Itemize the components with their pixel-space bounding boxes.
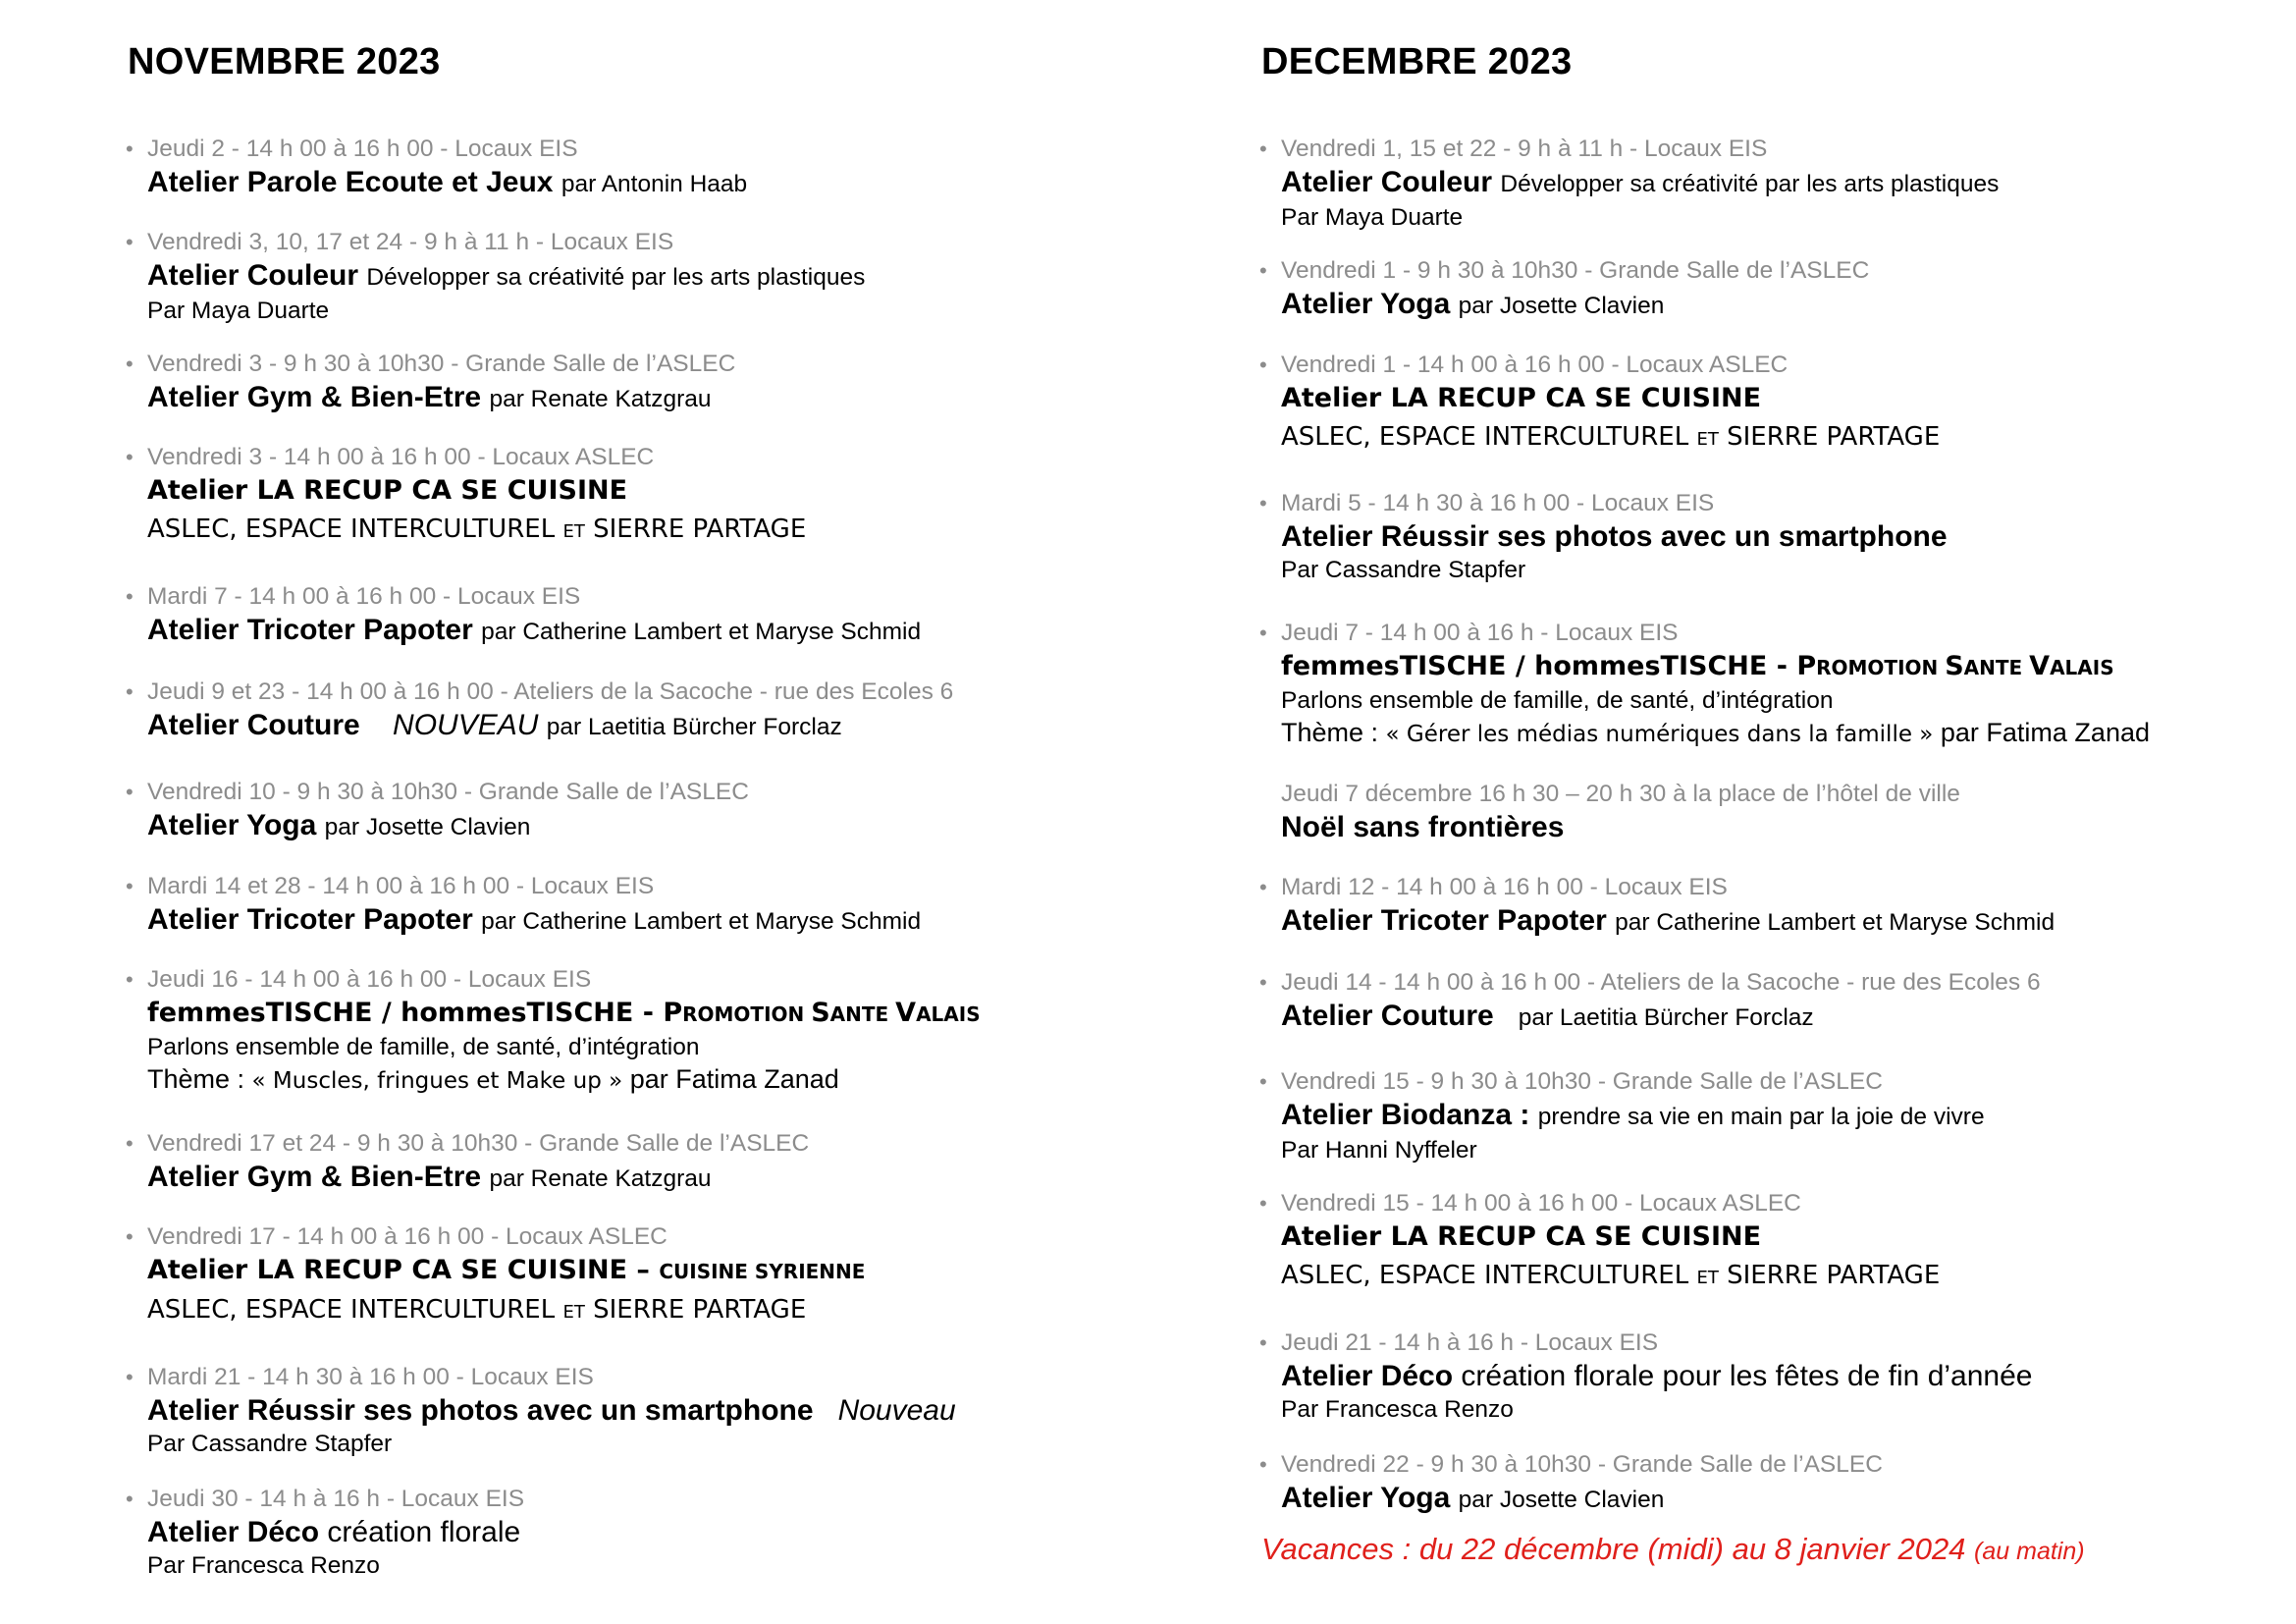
event-meta: Jeudi 21 - 14 h à 16 h - Locaux EIS — [1281, 1329, 1659, 1356]
event-meta: Vendredi 10 - 9 h 30 à 10h30 - Grande Salle de l’ASLEC — [147, 779, 749, 805]
event-entry — [126, 965, 1119, 1098]
bullet-icon: • — [1259, 136, 1267, 161]
event-presenter: par Laetitia Bürcher Forclaz — [1518, 1004, 1814, 1031]
event-meta: Mardi 21 - 14 h 30 à 16 h 00 - Locaux EIS — [147, 1364, 594, 1390]
event-entry — [1259, 968, 2253, 1037]
event-title: Atelier LA RECUP CA SE CUISINE — [1281, 383, 1762, 413]
event-entry — [1259, 1450, 2253, 1519]
event-entry — [1259, 619, 2253, 751]
event-entry — [126, 135, 1119, 203]
event-meta: Mardi 5 - 14 h 30 à 16 h 00 - Locaux EIS — [1281, 490, 1715, 516]
event-meta: Vendredi 3 - 9 h 30 à 10h30 - Grande Salle de l’ASLEC — [147, 351, 736, 377]
event-presenter: Par Hanni Nyffeler — [1281, 1137, 1477, 1164]
month-title: DECEMBRE 2023 — [1261, 41, 1573, 82]
event-title: Atelier LA RECUP CA SE CUISINE — [147, 475, 628, 506]
event-description: création florale — [327, 1516, 521, 1548]
event-meta: Vendredi 17 - 14 h 00 à 16 h 00 - Locaux ASLEC — [147, 1223, 667, 1250]
event-title: Atelier Parole Ecoute et Jeux — [147, 166, 554, 198]
event-meta: Vendredi 1, 15 et 22 - 9 h à 11 h - Locaux EIS — [1281, 135, 1768, 162]
event-presenter: par Laetitia Bürcher Forclaz — [546, 714, 842, 740]
event-meta: Jeudi 7 - 14 h 00 à 16 h - Locaux EIS — [1281, 620, 1679, 646]
event-presenter: par Catherine Lambert et Maryse Schmid — [481, 908, 922, 935]
event-title: Atelier Couleur — [147, 259, 359, 292]
event-title: Atelier Réussir ses photos avec un smartphone — [1281, 520, 1948, 553]
event-entry — [1281, 780, 2253, 846]
event-entry — [1259, 1067, 2253, 1165]
bullet-icon: • — [1259, 352, 1267, 377]
event-entry — [1259, 351, 2253, 460]
holiday-notice: Vacances : du 22 décembre (midi) au 8 janvier 2024 (au matin) — [1261, 1532, 2085, 1566]
event-title: Atelier Déco — [1281, 1360, 1454, 1392]
event-meta: Jeudi 2 - 14 h 00 à 16 h 00 - Locaux EIS — [147, 135, 578, 162]
event-entry — [1259, 873, 2253, 942]
event-presenter: par Josette Clavien — [1458, 293, 1665, 319]
bullet-icon: • — [1259, 491, 1267, 515]
event-title: Atelier Tricoter Papoter — [1281, 904, 1607, 937]
event-meta: Jeudi 9 et 23 - 14 h 00 à 16 h 00 - Ateliers de la Sacoche - rue des Ecoles 6 — [147, 678, 954, 705]
event-theme: Thème : « Gérer les médias numériques dans la famille » par Fatima Zanad — [1281, 718, 2150, 747]
event-organizers: ASLEC, ESPACE INTERCULTUREL ET SIERRE PARTAGE — [1281, 422, 1941, 452]
event-meta: Jeudi 7 décembre 16 h 30 – 20 h 30 à la place de l’hôtel de ville — [1281, 781, 1960, 807]
new-badge: NOUVEAU — [393, 709, 539, 741]
event-title: Atelier Biodanza : — [1281, 1099, 1530, 1131]
event-presenter: Par Cassandre Stapfer — [147, 1431, 393, 1457]
event-meta: Vendredi 1 - 14 h 00 à 16 h 00 - Locaux ASLEC — [1281, 352, 1789, 378]
bullet-icon: • — [126, 584, 133, 609]
bullet-icon: • — [126, 1224, 133, 1249]
event-meta: Vendredi 15 - 9 h 30 à 10h30 - Grande Salle de l’ASLEC — [1281, 1068, 1883, 1095]
event-title: Atelier Réussir ses photos avec un smartphone — [147, 1394, 814, 1427]
event-meta: Vendredi 1 - 9 h 30 à 10h30 - Grande Salle de l’ASLEC — [1281, 257, 1870, 284]
event-presenter: par Renate Katzgrau — [489, 386, 712, 412]
event-title: Atelier Couture — [147, 709, 360, 741]
event-title: Atelier Yoga — [1281, 1482, 1451, 1514]
event-title: Atelier Couture — [1281, 1000, 1494, 1032]
event-entry — [126, 1129, 1119, 1198]
event-entry — [126, 350, 1119, 418]
month-title: NOVEMBRE 2023 — [128, 41, 441, 82]
event-presenter: par Antonin Haab — [561, 171, 748, 197]
event-presenter: Par Cassandre Stapfer — [1281, 557, 1526, 583]
bullet-icon: • — [126, 230, 133, 254]
bullet-icon: • — [1259, 1191, 1267, 1216]
event-entry — [1259, 1189, 2253, 1298]
event-presenter: par Renate Katzgrau — [489, 1165, 712, 1192]
event-organizers: ASLEC, ESPACE INTERCULTUREL ET SIERRE PARTAGE — [147, 514, 807, 544]
bullet-icon: • — [1259, 970, 1267, 995]
event-title: Atelier Gym & Bien-Etre — [147, 381, 482, 413]
event-presenter: par Catherine Lambert et Maryse Schmid — [481, 619, 922, 645]
event-meta: Mardi 7 - 14 h 00 à 16 h 00 - Locaux EIS — [147, 583, 581, 610]
event-meta: Vendredi 15 - 14 h 00 à 16 h 00 - Locaux ASLEC — [1281, 1190, 1801, 1217]
event-title: Atelier Yoga — [1281, 288, 1451, 320]
event-presenter: par Josette Clavien — [1458, 1487, 1665, 1513]
bullet-icon: • — [126, 780, 133, 804]
event-presenter: par Catherine Lambert et Maryse Schmid — [1615, 909, 2056, 936]
event-meta: Mardi 14 et 28 - 14 h 00 à 16 h 00 - Locaux EIS — [147, 873, 655, 899]
event-meta: Vendredi 22 - 9 h 30 à 10h30 - Grande Salle de l’ASLEC — [1281, 1451, 1883, 1478]
event-entry — [1259, 489, 2253, 585]
event-meta: Vendredi 3, 10, 17 et 24 - 9 h à 11 h - Locaux EIS — [147, 229, 674, 255]
event-title: Atelier Couleur — [1281, 166, 1493, 198]
event-title: femmesTISCHE / hommesTISCHE - PROMOTION SANTE VALAIS — [1281, 651, 2114, 681]
event-meta: Vendredi 3 - 14 h 00 à 16 h 00 - Locaux ASLEC — [147, 444, 655, 470]
bullet-icon: • — [126, 1131, 133, 1156]
event-description: prendre sa vie en main par la joie de vivre — [1537, 1104, 1985, 1130]
event-entry — [126, 1485, 1119, 1581]
event-meta: Jeudi 14 - 14 h 00 à 16 h 00 - Ateliers de la Sacoche - rue des Ecoles 6 — [1281, 969, 2041, 996]
bullet-icon: • — [1259, 1452, 1267, 1477]
event-presenter: Par Francesca Renzo — [147, 1552, 380, 1579]
event-description: Parlons ensemble de famille, de santé, d’intégration — [1281, 687, 1834, 714]
event-entry — [1259, 1328, 2253, 1425]
bullet-icon: • — [126, 679, 133, 704]
bullet-icon: • — [126, 1487, 133, 1511]
event-presenter: par Josette Clavien — [324, 814, 531, 840]
event-title: Atelier Déco — [147, 1516, 320, 1548]
event-entry — [126, 582, 1119, 651]
event-presenter: Par Francesca Renzo — [1281, 1396, 1514, 1423]
bullet-icon: • — [1259, 875, 1267, 899]
bullet-icon: • — [126, 967, 133, 992]
event-entry — [126, 677, 1119, 746]
bullet-icon: • — [126, 352, 133, 376]
bullet-icon: • — [126, 445, 133, 469]
bullet-icon: • — [1259, 1330, 1267, 1355]
event-meta: Jeudi 16 - 14 h 00 à 16 h 00 - Locaux EIS — [147, 966, 592, 993]
event-entry — [126, 1222, 1119, 1332]
event-entry — [126, 778, 1119, 846]
event-title: Atelier LA RECUP CA SE CUISINE – CUISINE SYRIENNE — [147, 1255, 866, 1285]
event-title: Atelier Yoga — [147, 809, 317, 841]
event-entry — [126, 443, 1119, 552]
event-entry — [126, 872, 1119, 941]
event-title: Atelier LA RECUP CA SE CUISINE — [1281, 1221, 1762, 1252]
event-organizers: ASLEC, ESPACE INTERCULTUREL ET SIERRE PARTAGE — [147, 1295, 807, 1325]
event-entry — [126, 1363, 1119, 1459]
event-description: création florale pour les fêtes de fin d’année — [1461, 1360, 2033, 1392]
event-meta: Jeudi 30 - 14 h à 16 h - Locaux EIS — [147, 1486, 525, 1512]
bullet-icon: • — [1259, 1069, 1267, 1094]
event-entry — [1259, 256, 2253, 325]
event-title: femmesTISCHE / hommesTISCHE - PROMOTION SANTE VALAIS — [147, 998, 981, 1028]
event-theme: Thème : « Muscles, fringues et Make up » par Fatima Zanad — [147, 1064, 839, 1094]
event-title: Noël sans frontières — [1281, 811, 1565, 843]
event-entry — [126, 228, 1119, 326]
event-presenter: Par Maya Duarte — [147, 298, 330, 324]
event-meta: Vendredi 17 et 24 - 9 h 30 à 10h30 - Grande Salle de l’ASLEC — [147, 1130, 810, 1157]
event-title: Atelier Tricoter Papoter — [147, 614, 473, 646]
event-meta: Mardi 12 - 14 h 00 à 16 h 00 - Locaux EIS — [1281, 874, 1728, 900]
bullet-icon: • — [126, 1365, 133, 1389]
event-description: Développer sa créativité par les arts plastiques — [366, 264, 866, 291]
event-title: Atelier Tricoter Papoter — [147, 903, 473, 936]
event-entry — [1259, 135, 2253, 233]
event-presenter: Par Maya Duarte — [1281, 204, 1464, 231]
bullet-icon: • — [1259, 258, 1267, 283]
bullet-icon: • — [1259, 621, 1267, 645]
event-description: Parlons ensemble de famille, de santé, d’intégration — [147, 1034, 700, 1060]
new-badge: Nouveau — [837, 1394, 956, 1427]
bullet-icon: • — [126, 874, 133, 898]
bullet-icon: • — [126, 136, 133, 161]
event-description: Développer sa créativité par les arts plastiques — [1500, 171, 2000, 197]
event-title: Atelier Gym & Bien-Etre — [147, 1161, 482, 1193]
event-organizers: ASLEC, ESPACE INTERCULTUREL ET SIERRE PARTAGE — [1281, 1261, 1941, 1290]
